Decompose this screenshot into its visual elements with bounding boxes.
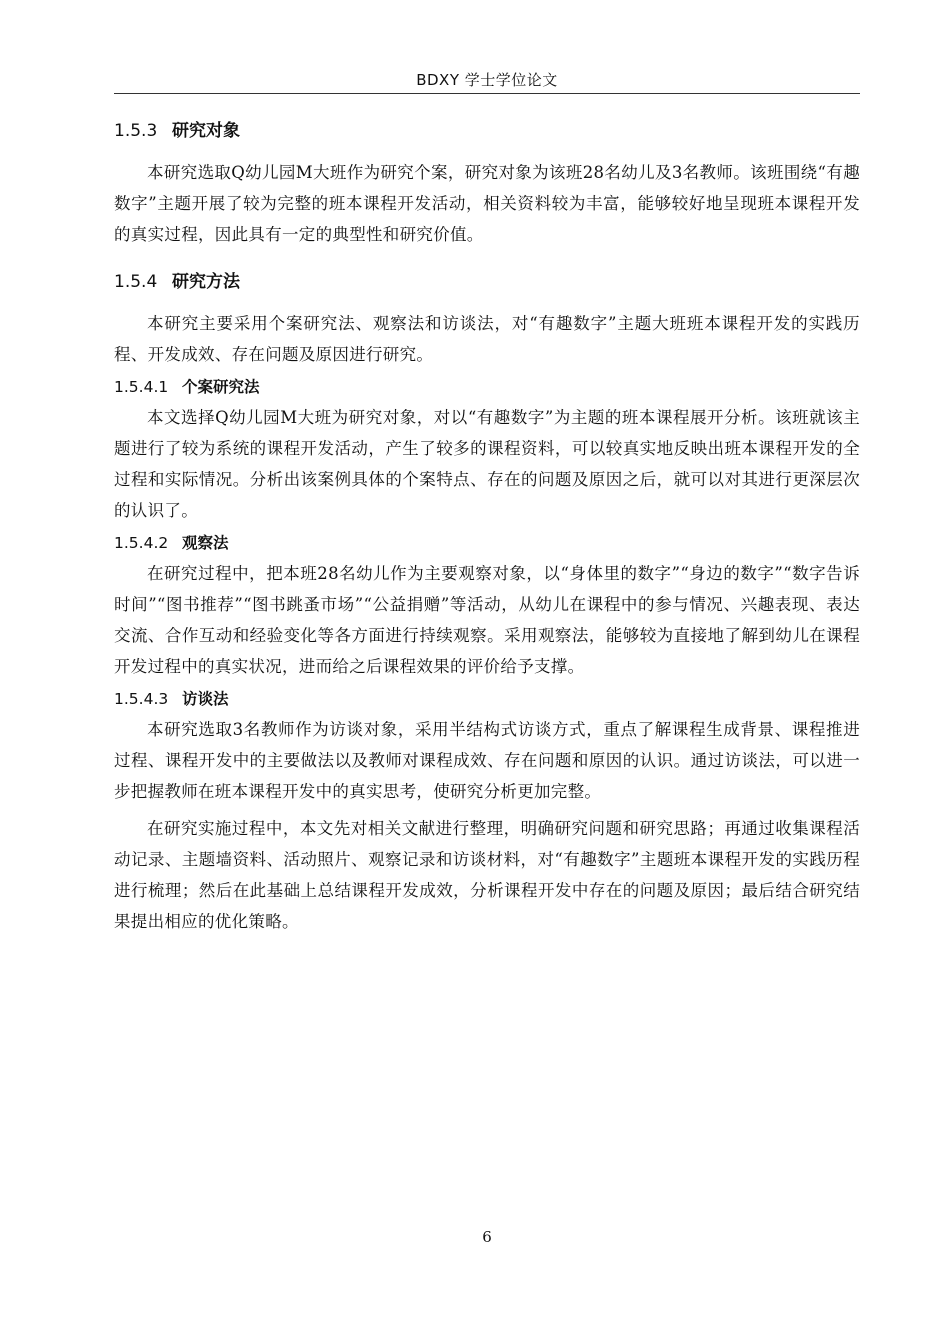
paragraph: 本研究主要采用个案研究法、观察法和访谈法，对“有趣数字”主题大班班本课程开发的实践历程、开发成效、存在问题及原因进行研究。	[114, 314, 860, 364]
section-number: 1.5.3	[114, 121, 158, 141]
section-number: 1.5.4	[114, 272, 158, 292]
page-number: 6	[482, 1228, 492, 1246]
paragraph: 在研究过程中，把本班28名幼儿作为主要观察对象，以“身体里的数字”“身边的数字”“数字告诉时间”“图书推荐”“图书跳蚤市场”“公益捐赠”等活动，从幼儿在课程中的参与情况、兴趣表现、表达交流、合作互动和经验变化等各方面进行持续观察。采用观察法，能够较为直接地了解到幼儿在课程开发过程中的真实状况，进而给之后课程效果的评价给予支撑。	[114, 564, 860, 676]
paragraph: 本研究选取3名教师作为访谈对象，采用半结构式访谈方式，重点了解课程生成背景、课程推进过程、课程开发中的主要做法以及教师对课程成效、存在问题和原因的认识。通过访谈法，可以进一步把握教师在班本课程开发中的真实思考，使研究分析更加完整。	[114, 720, 860, 801]
paragraph: 本研究选取Q幼儿园M大班作为研究个案，研究对象为该班28名幼儿及3名教师。该班围绕“有趣数字”主题开展了较为完整的班本课程开发活动，相关资料较为丰富，能够较好地呈现班本课程开发的真实过程，因此具有一定的典型性和研究价值。	[114, 163, 860, 244]
section-heading-1-5-3	[114, 119, 860, 143]
page-content	[114, 112, 860, 937]
subsection-number: 1.5.4.1	[114, 378, 169, 396]
subsection-title: 个案研究法	[182, 378, 260, 396]
subsection-title: 观察法	[182, 534, 229, 552]
section-title: 研究对象	[172, 121, 240, 141]
paragraph: 本文选择Q幼儿园M大班为研究对象，对以“有趣数字”为主题的班本课程展开分析。该班就该主题进行了较为系统的课程开发活动，产生了较多的课程资料，可以较真实地反映出班本课程开发的全过程和实际情况。分析出该案例具体的个案特点、存在的问题及原因之后，就可以对其进行更深层次的认识了。	[114, 408, 860, 520]
section-heading-1-5-4	[114, 270, 860, 294]
running-header: BDXY 学士学位论文	[416, 71, 558, 89]
subsection-heading-1-5-4-1	[114, 376, 860, 398]
subsection-heading-1-5-4-3	[114, 688, 860, 710]
subsection-number: 1.5.4.2	[114, 534, 169, 552]
subsection-title: 访谈法	[182, 690, 229, 708]
section-title: 研究方法	[172, 272, 240, 292]
subsection-heading-1-5-4-2	[114, 532, 860, 554]
paragraph: 在研究实施过程中，本文先对相关文献进行整理，明确研究问题和研究思路；再通过收集课程活动记录、主题墙资料、活动照片、观察记录和访谈材料，对“有趣数字”主题班本课程开发的实践历程进行梳理；然后在此基础上总结课程开发成效，分析课程开发中存在的问题及原因；最后结合研究结果提出相应的优化策略。	[114, 819, 860, 931]
subsection-number: 1.5.4.3	[114, 690, 169, 708]
header-rule	[114, 93, 860, 94]
